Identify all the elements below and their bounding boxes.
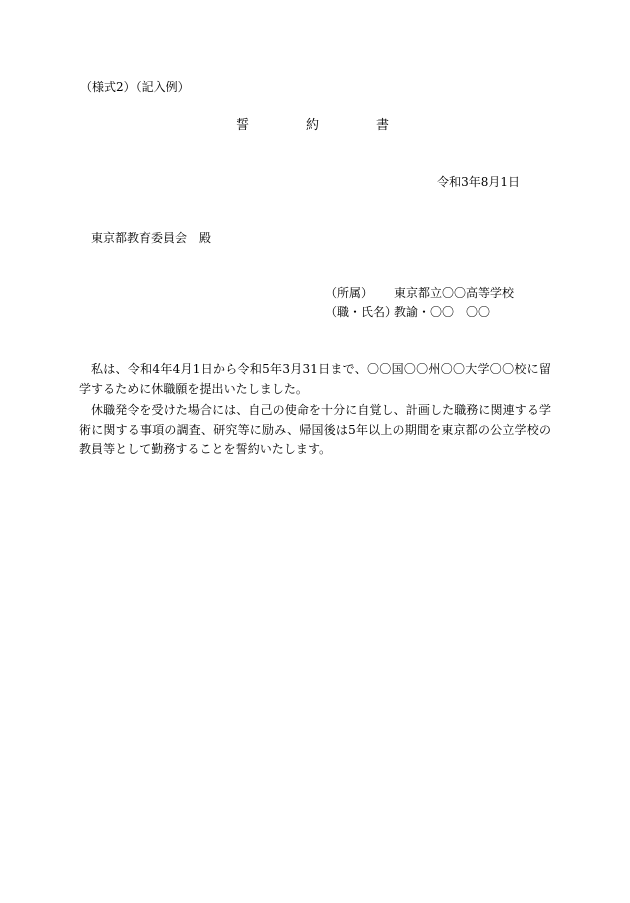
affiliation-label: （所属）	[325, 286, 374, 300]
body-paragraph: 私は、令和4年4月1日から令和5年3月31日まで、〇〇国〇〇州〇〇大学〇〇校に留学するために休職願を提出いたしました。	[79, 362, 551, 396]
title-char: 誓	[236, 118, 250, 133]
document-date: 令和3年8月1日	[437, 175, 520, 189]
form-label: （様式2）（記入例）	[80, 80, 190, 94]
document-title	[0, 118, 630, 134]
position-name-value: 教諭・〇〇 〇〇	[394, 305, 491, 319]
affiliation-value: 東京都立〇〇高等学校	[394, 286, 515, 300]
title-char: 書	[376, 118, 390, 133]
recipient-name: 東京都教育委員会	[91, 231, 188, 245]
body-paragraph: 休職発令を受けた場合には、自己の使命を十分に自覚し、計画した職務に関連する学術に関する事項の調査、研究等に励み、帰国後は5年以上の期間を東京都の公立学校の教員等として勤務することを誓約いたします。	[79, 403, 551, 456]
recipient-honorific: 殿	[199, 231, 212, 245]
position-name-label: （職・氏名）	[325, 305, 398, 319]
recipient	[91, 231, 211, 245]
affiliation-row	[0, 286, 630, 302]
pledge-body	[79, 360, 551, 460]
title-char: 約	[306, 118, 320, 133]
position-name-row	[0, 305, 630, 321]
